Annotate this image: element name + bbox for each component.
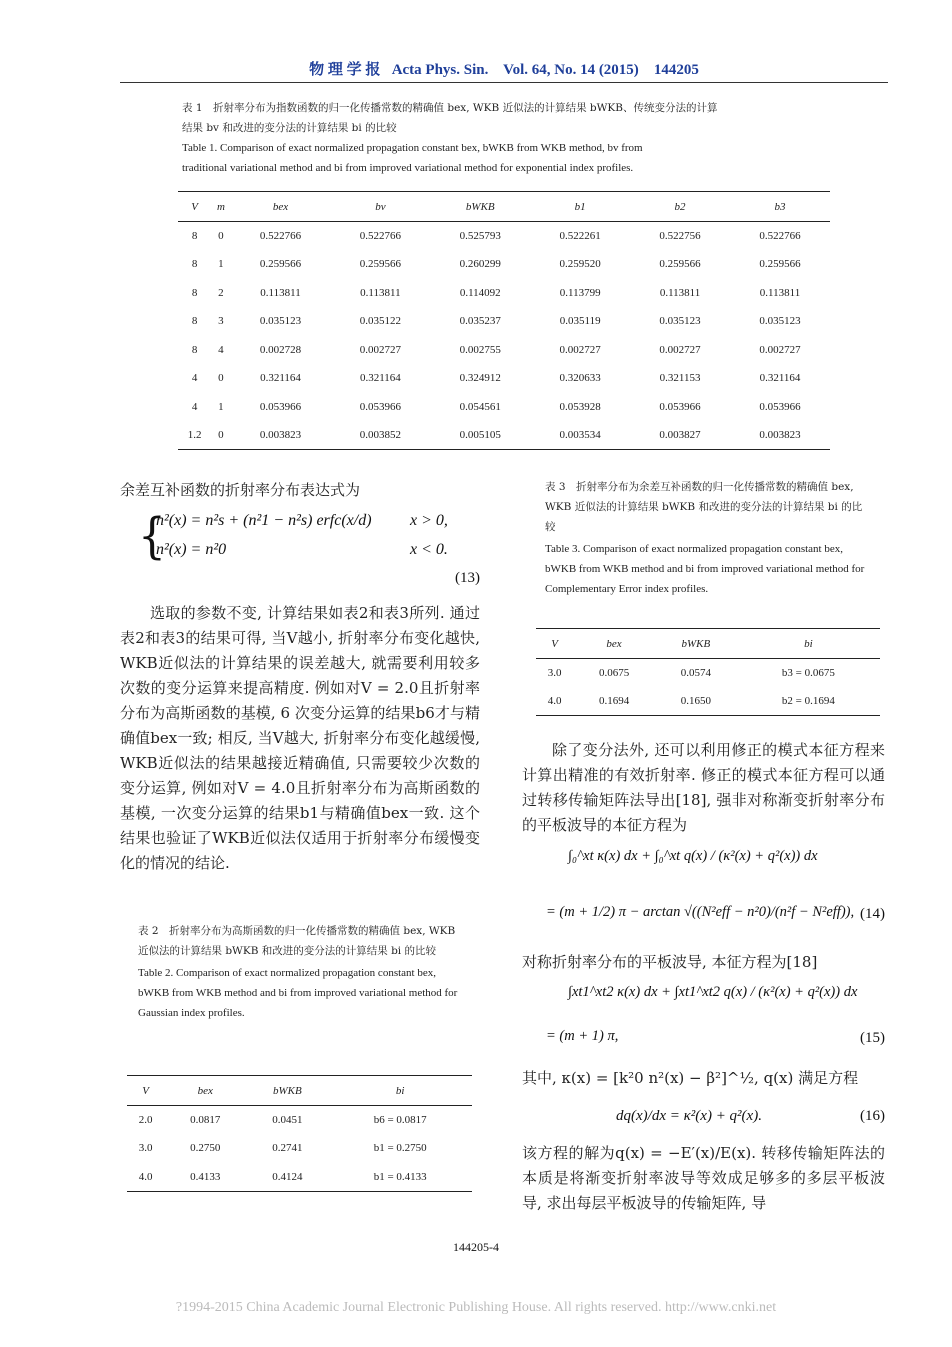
table1-cell: 0.320633 <box>559 372 601 385</box>
table3-cell: 3.0 <box>547 667 562 679</box>
volume-info: Vol. 64, No. 14 (2015) <box>503 62 639 78</box>
eq13-number: (13) <box>455 570 480 586</box>
table1-cell: 0.002728 <box>259 343 302 356</box>
table1-cell: 1.2 <box>178 421 211 450</box>
table1-cell: 0.522766 <box>759 230 801 242</box>
table1-cell: 8 <box>191 343 198 356</box>
table3-caption-en: Table 3. Comparison of exact normalized propagation constant bex, bWKB from WKB method and bi from improved variational method for Complementary Error index profiles. <box>545 543 865 595</box>
table2-cell: 0.0817 <box>190 1114 221 1126</box>
left-intro: 余差互补函数的折射率分布表达式为 <box>120 481 361 499</box>
table3-col-header: bWKB <box>655 629 737 659</box>
table1-cell: 0.113799 <box>559 286 601 299</box>
table1-caption-cn-1: 表 1 折射率分布为指数函数的归一化传播常数的精确值 bex, WKB 近似法的计算结果 bWKB、传统变分法的计算 <box>182 102 718 114</box>
table1-row <box>178 421 830 450</box>
table1-cell: 0.003534 <box>530 421 630 450</box>
table1-cell: 1 <box>218 258 224 271</box>
page-number: 144205-4 <box>453 1240 499 1254</box>
table3-cell: 0.0675 <box>598 667 630 679</box>
table1-cell: 0.522756 <box>659 230 701 242</box>
table1-cell: 0.259566 <box>259 258 302 271</box>
table2-header-row <box>127 1076 472 1106</box>
table1-caption-en-1: Table 1. Comparison of exact normalized propagation constant bex, bWKB from WKB method, bv from <box>182 142 643 154</box>
equation-16 <box>522 1100 885 1136</box>
table1-cell: 8 <box>191 258 198 271</box>
eq15-line2: = (m + 1) π, <box>546 1028 619 1044</box>
table3 <box>536 628 880 716</box>
table1-cell: 0.003827 <box>630 421 730 450</box>
table3-cell: 0.1694 <box>573 687 655 716</box>
journal-name-cn: 物 理 学 报 <box>309 62 381 78</box>
right-paragraph-4: 该方程的解为q(x) = −E′(x)/E(x). 转移传输矩阵法的本质是将渐变折射率波导等效成足够多的多层平板波导, 求出每层平板波导的传输矩阵, 导 <box>522 1144 885 1212</box>
eq14-line1: ∫₀^xt κ(x) dx + ∫₀^xt q(x) / (κ²(x) + q²(x)) dx <box>568 848 818 864</box>
table2-cell: 2.0 <box>138 1114 153 1126</box>
table3-cell: b3 = 0.0675 <box>781 667 835 679</box>
table1-cell: 0.054561 <box>459 400 501 413</box>
table1-cell: 8 <box>191 230 198 242</box>
table1-cell: 0.053966 <box>659 400 701 413</box>
table1-row <box>178 393 830 422</box>
right-paragraph-1: 除了变分法外, 还可以利用修正的模式本征方程来计算出精准的有效折射率. 修正的模式本征方程可以通过转移传输矩阵法导出[18], 强非对称渐变折射率分布的平板波导的本征方程为 <box>522 741 885 834</box>
table1-col-header: b3 <box>730 192 830 222</box>
eq15-number: (15) <box>860 1030 885 1046</box>
table3-cell: 0.0574 <box>680 667 711 679</box>
table2-cell: 4.0 <box>127 1163 164 1192</box>
table1-row <box>178 307 830 336</box>
table3-col-header: bex <box>573 629 655 659</box>
table1-cell: 0.053966 <box>359 400 401 413</box>
table1-cell: 0.114092 <box>459 286 501 299</box>
table2-cell: 0.2741 <box>272 1142 303 1155</box>
table1-cell: 8 <box>191 315 198 328</box>
header-rule <box>120 82 888 83</box>
table1-cell: 0.321164 <box>759 372 801 385</box>
table1-cell: 0.113811 <box>360 286 401 299</box>
table3-header-row <box>536 629 880 659</box>
table1-cell: 0.035123 <box>759 315 801 328</box>
table1-cell: 0.321164 <box>260 372 301 385</box>
table1-caption <box>182 98 832 178</box>
right-paragraph-3: 其中, κ(x) = [k²0 n²(x) − β²]^½, q(x) 满足方程 <box>522 1069 859 1087</box>
table1-cell: 0.002755 <box>459 343 501 356</box>
right-paragraph-2: 对称折射率分布的平板波导, 本征方程为[18] <box>522 953 818 971</box>
table1-cell: 0 <box>218 230 224 242</box>
table2-row <box>127 1163 472 1192</box>
watermark: ?1994-2015 China Academic Journal Electronic Publishing House. All rights reserved. http://www.cnki.net <box>175 1300 777 1315</box>
eq14-number: (14) <box>860 906 885 922</box>
table2-cell: 0.2750 <box>190 1142 221 1155</box>
table1-cell: 0.113811 <box>260 286 301 299</box>
table2-cell: b1 = 0.2750 <box>373 1142 427 1155</box>
table1-caption-en-2: traditional variational method and bi from improved variational method for exponential index profiles. <box>182 162 634 174</box>
eq13-line2: n²(x) = n²0 <box>156 541 227 558</box>
table1-cell: 0.053928 <box>559 400 601 413</box>
table1-col-header: bex <box>231 192 331 222</box>
eq13-line1: n²(x) = n²s + (n²1 − n²s) erfc(x/d) <box>156 512 372 529</box>
table1-cell: 3 <box>218 315 224 328</box>
table1-cell: 0.259520 <box>559 258 601 271</box>
table1-col-header: b1 <box>530 192 630 222</box>
table1-row <box>178 364 830 393</box>
table1-cell: 0.259566 <box>659 258 701 271</box>
table2-col-header: bWKB <box>246 1076 328 1106</box>
table1-cell: 0.002727 <box>359 343 401 356</box>
table1-col-header: bv <box>330 192 430 222</box>
running-header <box>120 58 888 79</box>
table3-col-header: V <box>536 629 573 659</box>
table1-cell: 0.002727 <box>659 343 701 356</box>
table1-cell: 0.522766 <box>359 230 401 242</box>
table1-cell: 0.053966 <box>259 400 302 413</box>
table1-cell: 0.113811 <box>759 286 801 299</box>
table1-cell: 0.324912 <box>459 372 501 385</box>
table3-cell: 4.0 <box>536 687 573 716</box>
table1-cell: 0.525793 <box>459 230 501 242</box>
table1-col-header: m <box>211 192 230 222</box>
table2-caption-cn: 表 2 折射率分布为高斯函数的归一化传播常数的精确值 bex, WKB 近似法的计算结果 bWKB 和改进的变分法的计算结果 bi 的比较 <box>138 925 456 957</box>
table1-cell: 0.035119 <box>559 315 601 328</box>
table1-cell: 0.260299 <box>459 258 501 271</box>
table1-cell: 0.002727 <box>559 343 601 356</box>
table1-cell: 0.035123 <box>259 315 302 328</box>
table1-cell: 0.003823 <box>231 421 331 450</box>
table1-cell: 0.522766 <box>259 230 302 242</box>
table2-caption <box>138 921 458 1023</box>
table1-cell: 4 <box>218 343 224 356</box>
table1-row <box>178 250 830 279</box>
table2-row <box>127 1134 472 1163</box>
table3-caption <box>545 477 865 599</box>
table1-caption-cn-2: 结果 bv 和改进的变分法的计算结果 bi 的比较 <box>182 122 397 134</box>
table1-cell: 0.005105 <box>430 421 530 450</box>
eq16-body: dq(x)/dx = κ²(x) + q²(x). <box>616 1108 762 1124</box>
table2-col-header: V <box>127 1076 164 1106</box>
table3-row <box>536 659 880 688</box>
brace: { <box>138 508 166 565</box>
table2-row <box>127 1106 472 1135</box>
table1-cell: 0.003823 <box>730 421 830 450</box>
table1-header-row <box>178 192 830 222</box>
table1-cell: 0.002727 <box>759 343 801 356</box>
table2-cell: 0.0451 <box>272 1114 303 1126</box>
table1-cell: 0 <box>218 372 224 385</box>
eq13-cond2: x < 0. <box>410 541 448 558</box>
left-paragraph: 选取的参数不变, 计算结果如表2和表3所列. 通过表2和表3的结果可得, 当V越小, 折射率分布变化越快, WKB近似法的计算结果的误差越大, 就需要利用较多次数的变分运算来提高精度. 例如对V = 2.0且折射率分布为高斯函数的基模, 6 次变分运算的结果b6才与精确值bex一致; 相反, 当V越大, 折射率分布变化越缓慢, WKB近似法的结果越接近精确值, 只需要较少次数的变分运算, 例如对V = 4.0且折射率分布为高斯函数的基模, 一次变分运算的结果b1与精确值bex一致. 这个结果也验证了WKB近似法仅适用于折射率分布缓慢变化的情况的结论. <box>120 604 480 872</box>
table1 <box>178 191 830 450</box>
table1-cell: 0 <box>211 421 230 450</box>
table1-cell: 0.259566 <box>359 258 401 271</box>
equation-13 <box>120 508 480 598</box>
table2-cell: b1 = 0.4133 <box>328 1163 472 1192</box>
table1-cell: 0.053966 <box>759 400 801 413</box>
table1-cell: 0.259566 <box>759 258 801 271</box>
table2-cell: 3.0 <box>138 1142 153 1155</box>
table1-cell: 0.113811 <box>659 286 701 299</box>
table2-col-header: bex <box>164 1076 246 1106</box>
table1-cell: 0.035122 <box>359 315 401 328</box>
table1-col-header: V <box>178 192 211 222</box>
eq15-line1: ∫xt1^xt2 κ(x) dx + ∫xt1^xt2 q(x) / (κ²(x) + q²(x)) dx <box>568 984 858 1000</box>
table1-cell: 0.321153 <box>659 372 701 385</box>
table2-caption-en: Table 2. Comparison of exact normalized propagation constant bex, bWKB from WKB method and bi from improved variational method for Gaussian index profiles. <box>138 967 458 1019</box>
table1-cell: 0.522261 <box>559 230 601 242</box>
eq16-number: (16) <box>860 1108 885 1124</box>
table3-col-header: bi <box>737 629 880 659</box>
table1-cell: 0.035237 <box>459 315 501 328</box>
table1-col-header: bWKB <box>430 192 530 222</box>
table2-cell: b6 = 0.0817 <box>373 1114 427 1126</box>
journal-name-en: Acta Phys. Sin. <box>391 62 489 78</box>
table1-col-header: b2 <box>630 192 730 222</box>
table1-cell: 0.003852 <box>330 421 430 450</box>
table1-cell: 4 <box>191 400 198 413</box>
table2-cell: 0.4133 <box>164 1163 246 1192</box>
table1-cell: 8 <box>191 286 198 299</box>
equation-14 <box>522 842 885 952</box>
equation-15 <box>522 978 885 1054</box>
table3-cell: 0.1650 <box>655 687 737 716</box>
table3-cell: b2 = 0.1694 <box>737 687 880 716</box>
eq14-line2: = (m + 1/2) π − arctan √((N²eff − n²0)/(n²f − N²eff)), <box>546 904 855 920</box>
table1-row <box>178 222 830 251</box>
table2-cell: 0.4124 <box>246 1163 328 1192</box>
table1-row <box>178 279 830 308</box>
table1-cell: 2 <box>218 286 224 299</box>
eq13-cond1: x > 0, <box>410 512 448 529</box>
table1-cell: 1 <box>218 400 224 413</box>
table2 <box>127 1075 472 1192</box>
table1-row <box>178 336 830 365</box>
table3-caption-cn: 表 3 折射率分布为余差互补函数的归一化传播常数的精确值 bex, WKB 近似法的计算结果 bWKB 和改进的变分法的计算结果 bi 的比较 <box>545 481 863 533</box>
table1-cell: 0.035123 <box>659 315 701 328</box>
table2-col-header: bi <box>328 1076 472 1106</box>
table3-row <box>536 687 880 716</box>
table1-cell: 4 <box>191 372 198 385</box>
article-number: 144205 <box>653 62 699 78</box>
table1-cell: 0.321164 <box>359 372 401 385</box>
